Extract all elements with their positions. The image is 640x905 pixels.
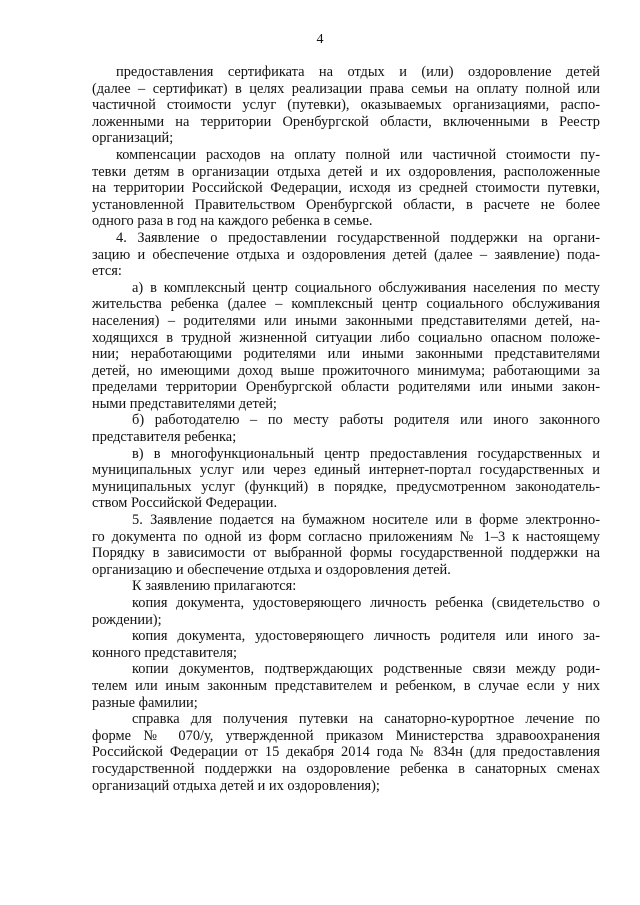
text-line: б) работодателю – по месту работы родителя или иного законного: [132, 412, 600, 429]
text-line: пределами территории Оренбургской области родителями или иными закон-: [92, 379, 600, 396]
text-line: конного представителя;: [92, 644, 238, 661]
text-line: копии документов, подтверждающих родственные связи между роди-: [132, 661, 600, 678]
text-line: населения) – родителями или иными законными представителями детей, на-: [92, 312, 600, 329]
text-line: тевки детям в организации отдыха детей и их оздоровления, расположенные: [92, 163, 600, 180]
paragraph: [92, 64, 600, 147]
text-line: нии; неработающими родителями или иными законными представителями: [92, 346, 600, 363]
text-line: муниципальных услуг (функций) в порядке, предусмотренном законодатель-: [92, 478, 600, 495]
text-line: компенсации расходов на оплату полной или частичной стоимости пу-: [116, 146, 600, 163]
text-line: Порядку в зависимости от выбранной формы государственной поддержки на: [92, 545, 600, 562]
text-line: государственной поддержки на оздоровление ребенка в санаторных сменах: [92, 760, 600, 777]
text-line: копия документа, удостоверяющего личность родителя или иного за-: [132, 628, 600, 645]
paragraph: [92, 147, 600, 230]
text-line: ными представителями детей;: [92, 395, 277, 412]
text-line: ством Российской Федерации.: [92, 495, 278, 512]
text-line: (далее – сертификат) в целях реализации права семьи на оплату полной или: [92, 80, 600, 97]
text-line: организаций отдыха детей и их оздоровления);: [92, 777, 380, 794]
text-line: а) в комплексный центр социального обслуживания населения по месту: [132, 279, 600, 296]
text-line: муниципальных услуг или через единый интернет-портал государственных и: [92, 462, 600, 479]
text-line: в) в многофункциональный центр предоставления государственных и: [132, 445, 600, 462]
paragraph: [92, 578, 600, 595]
text-line: на территории Российской Федерации, исходя из средней стоимости путевки,: [92, 180, 600, 197]
paragraph: [92, 280, 600, 413]
text-line: установленной Правительством Оренбургской области, в расчете не более: [92, 196, 600, 213]
text-line: ется:: [92, 263, 122, 280]
document-body: [92, 64, 600, 794]
paragraph: [92, 711, 600, 794]
text-line: организаций;: [92, 130, 174, 147]
text-line: ходящихся в трудной жизненной ситуации либо социально опасном положе-: [92, 329, 600, 346]
text-line: 4. Заявление о предоставлении государственной поддержки на органи-: [116, 229, 600, 246]
text-line: Российской Федерации от 15 декабря 2014 года № 834н (для предоставления: [92, 744, 600, 761]
text-line: 5. Заявление подается на бумажном носителе или в форме электронно-: [132, 512, 600, 529]
page-number: 4: [316, 32, 324, 47]
paragraph: [92, 446, 600, 512]
text-line: предоставления сертификата на отдых и (или) оздоровление детей: [116, 64, 600, 80]
paragraph: [92, 661, 600, 711]
paragraph: [92, 230, 600, 280]
text-line: К заявлению прилагаются:: [132, 578, 297, 595]
text-line: детей, но имеющими доход выше прожиточного минимума; работающими за: [92, 362, 600, 379]
text-line: справка для получения путевки на санаторно-курортное лечение по: [132, 711, 600, 728]
paragraph: [92, 595, 600, 628]
text-line: жительства ребенка (далее – комплексный центр социального обслуживания: [92, 296, 600, 313]
text-line: частичной стоимости услуг (путевки), оказываемых организациями, распо-: [92, 97, 600, 114]
paragraph: [92, 512, 600, 578]
text-line: копия документа, удостоверяющего личность ребенка (свидетельство о: [132, 595, 600, 611]
text-line: представителя ребенка;: [92, 429, 237, 446]
paragraph: [92, 412, 600, 445]
text-line: разные фамилии;: [92, 694, 198, 711]
text-line: ложенными на территории Оренбургской области, включенными в Реестр: [92, 113, 600, 130]
paragraph: [92, 628, 600, 661]
text-line: одного раза в год на каждого ребенка в семье.: [92, 213, 373, 230]
text-line: телем или иным законным представителем и ребенком, в случае если у них: [92, 677, 600, 694]
text-line: организацию и обеспечение отдыха и оздоровления детей.: [92, 561, 451, 578]
text-line: рождении);: [92, 611, 162, 628]
text-line: зацию и обеспечение отдыха и оздоровления детей (далее – заявление) пода-: [92, 246, 600, 263]
text-line: го документа по одной из форм согласно приложениям № 1–3 к настоящему: [92, 528, 600, 545]
text-line: форме № 070/у, утвержденной приказом Министерства здравоохранения: [92, 727, 600, 744]
